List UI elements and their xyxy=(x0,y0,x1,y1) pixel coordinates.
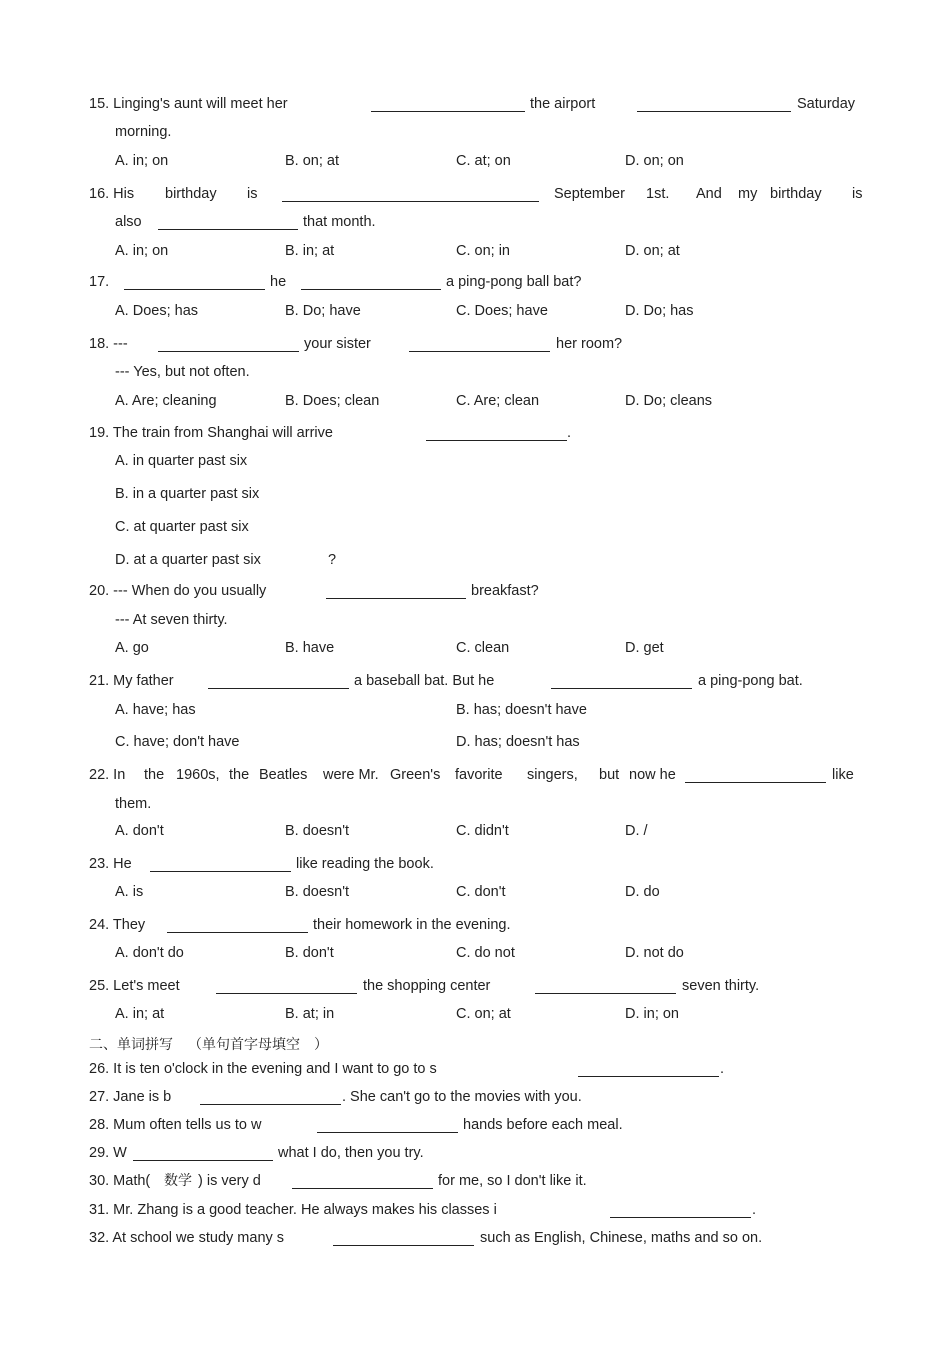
q21-end-text: a ping-pong bat. xyxy=(698,673,803,689)
q25-blank-1[interactable] xyxy=(216,993,357,994)
q15-option-d[interactable]: D. on; on xyxy=(625,153,684,169)
q22-word: the xyxy=(144,767,165,783)
q17-end-text: a ping-pong ball bat? xyxy=(446,274,582,290)
q16-option-c[interactable]: C. on; in xyxy=(456,243,510,259)
q15-option-c[interactable]: C. at; on xyxy=(456,153,511,169)
q24-option-b[interactable]: B. don't xyxy=(285,945,334,961)
q20-answer-line: --- At seven thirty. xyxy=(115,612,228,628)
q18-option-a[interactable]: A. Are; cleaning xyxy=(115,393,217,409)
q25-option-a[interactable]: A. in; at xyxy=(115,1006,165,1022)
q23-option-d[interactable]: D. do xyxy=(625,884,660,900)
q16-word: 1st. xyxy=(646,186,670,202)
q17-number: 17. xyxy=(89,274,110,290)
q21-blank-1[interactable] xyxy=(208,688,349,689)
q18-answer-line: --- Yes, but not often. xyxy=(115,364,250,380)
section-subtitle: （单句首字母填空 ） xyxy=(188,1037,328,1053)
q22-word: the xyxy=(229,767,250,783)
s30-chinese-word: 数学 xyxy=(164,1173,192,1189)
q16-word: my xyxy=(738,186,758,202)
q23-option-c[interactable]: C. don't xyxy=(456,884,506,900)
q17-option-a[interactable]: A. Does; has xyxy=(115,303,199,319)
q22-word: now he xyxy=(629,767,676,783)
q23-option-a[interactable]: A. is xyxy=(115,884,144,900)
q16-word: birthday xyxy=(770,186,822,202)
q25-end-text: seven thirty. xyxy=(682,978,760,994)
s30-prompt-tail: ) is very d xyxy=(198,1173,261,1189)
q22-word: 1960s, xyxy=(176,767,220,783)
q25-blank-2[interactable] xyxy=(535,993,676,994)
q19-blank[interactable] xyxy=(426,440,567,441)
q15-option-b[interactable]: B. on; at xyxy=(285,153,340,169)
s31-prompt: 31. Mr. Zhang is a good teacher. He always makes his classes i xyxy=(89,1202,497,1218)
q21-option-c[interactable]: C. have; don't have xyxy=(115,734,240,750)
q16-word: is xyxy=(852,186,863,202)
q19-option-b[interactable]: B. in a quarter past six xyxy=(115,486,260,502)
q25-prompt: 25. Let's meet xyxy=(89,978,180,994)
q16-option-d[interactable]: D. on; at xyxy=(625,243,680,259)
q22-word: Green's xyxy=(390,767,441,783)
q16-word: 16. His xyxy=(89,186,135,202)
q15-blank-1[interactable] xyxy=(371,111,525,112)
q21-blank-2[interactable] xyxy=(551,688,692,689)
s26-period: . xyxy=(720,1061,725,1077)
q25-option-c[interactable]: C. on; at xyxy=(456,1006,511,1022)
s32-blank[interactable] xyxy=(333,1245,474,1246)
q22-word: favorite xyxy=(455,767,503,783)
q18-blank-2[interactable] xyxy=(409,351,550,352)
q22-option-a[interactable]: A. don't xyxy=(115,823,164,839)
q18-mid-text: your sister xyxy=(304,336,371,352)
q24-option-d[interactable]: D. not do xyxy=(625,945,684,961)
s30-end-text: for me, so I don't like it. xyxy=(438,1173,587,1189)
q22-option-d[interactable]: D. / xyxy=(625,823,648,839)
s30-blank[interactable] xyxy=(292,1188,433,1189)
q19-stray-mark: ? xyxy=(328,552,337,568)
q23-prompt: 23. He xyxy=(89,856,132,872)
q22-word: singers, xyxy=(527,767,578,783)
q21-option-d[interactable]: D. has; doesn't has xyxy=(456,734,580,750)
q18-blank-1[interactable] xyxy=(158,351,299,352)
q16-word: birthday xyxy=(165,186,217,202)
s31-period: . xyxy=(752,1202,757,1218)
q19-prompt: 19. The train from Shanghai will arrive xyxy=(89,425,333,441)
q18-number: 18. --- xyxy=(89,336,128,352)
q24-prompt: 24. They xyxy=(89,917,146,933)
q16-word: is xyxy=(247,186,258,202)
q24-option-a[interactable]: A. don't do xyxy=(115,945,184,961)
s32-end-text: such as English, Chinese, maths and so on. xyxy=(480,1230,763,1246)
q16-blank-2[interactable] xyxy=(158,229,298,230)
q22-word: Beatles xyxy=(259,767,308,783)
q20-option-d[interactable]: D. get xyxy=(625,640,664,656)
q25-option-b[interactable]: B. at; in xyxy=(285,1006,335,1022)
q16-continuation: also xyxy=(115,214,142,230)
q21-option-b[interactable]: B. has; doesn't have xyxy=(456,702,587,718)
q17-option-d[interactable]: D. Do; has xyxy=(625,303,694,319)
s26-blank[interactable] xyxy=(578,1076,719,1077)
q22-option-c[interactable]: C. didn't xyxy=(456,823,509,839)
s31-blank[interactable] xyxy=(610,1217,751,1218)
q19-period: . xyxy=(567,425,572,441)
q15-prompt: 15. Linging's aunt will meet her xyxy=(89,96,288,112)
s28-end-text: hands before each meal. xyxy=(463,1117,623,1133)
q20-prompt: 20. --- When do you usually xyxy=(89,583,267,599)
q16-word: September xyxy=(554,186,625,202)
q18-option-b[interactable]: B. Does; clean xyxy=(285,393,380,409)
q17-mid-text: he xyxy=(270,274,287,290)
q24-end-text: their homework in the evening. xyxy=(313,917,511,933)
q23-end-text: like reading the book. xyxy=(296,856,434,872)
s32-prompt: 32. At school we study many s xyxy=(89,1230,285,1246)
s29-end-text: what I do, then you try. xyxy=(278,1145,424,1161)
q15-option-a[interactable]: A. in; on xyxy=(115,153,169,169)
q21-prompt: 21. My father xyxy=(89,673,174,689)
q17-blank-2[interactable] xyxy=(301,289,441,290)
q20-option-a[interactable]: A. go xyxy=(115,640,149,656)
s29-prompt: 29. W xyxy=(89,1145,127,1161)
q19-option-a[interactable]: A. in quarter past six xyxy=(115,453,248,469)
q15-mid-text: the airport xyxy=(530,96,596,112)
q20-option-b[interactable]: B. have xyxy=(285,640,335,656)
q22-option-b[interactable]: B. doesn't xyxy=(285,823,350,839)
s27-prompt: 27. Jane is b xyxy=(89,1089,172,1105)
s30-prompt: 30. Math( xyxy=(89,1173,151,1189)
q19-option-c[interactable]: C. at quarter past six xyxy=(115,519,249,535)
s28-blank[interactable] xyxy=(317,1132,458,1133)
q15-end-text: Saturday xyxy=(797,96,856,112)
q18-end-text: her room? xyxy=(556,336,623,352)
section-title: 二、单词拼写 xyxy=(89,1037,173,1053)
q16-word: And xyxy=(696,186,722,202)
q24-option-c[interactable]: C. do not xyxy=(456,945,515,961)
q16-continuation-end: that month. xyxy=(303,214,376,230)
q18-option-c[interactable]: C. Are; clean xyxy=(456,393,540,409)
q22-word: but xyxy=(599,767,620,783)
q16-option-a[interactable]: A. in; on xyxy=(115,243,169,259)
q20-option-c[interactable]: C. clean xyxy=(456,640,510,656)
q17-option-c[interactable]: C. Does; have xyxy=(456,303,548,319)
s27-blank[interactable] xyxy=(200,1104,341,1105)
q15-continuation: morning. xyxy=(115,124,172,140)
q25-option-d[interactable]: D. in; on xyxy=(625,1006,679,1022)
s29-blank[interactable] xyxy=(133,1160,273,1161)
q23-blank[interactable] xyxy=(150,871,291,872)
q16-blank-1[interactable] xyxy=(282,201,539,202)
s27-end-text: . She can't go to the movies with you. xyxy=(342,1089,582,1105)
q25-mid-text: the shopping center xyxy=(363,978,491,994)
q22-word: were Mr. xyxy=(323,767,379,783)
q23-option-b[interactable]: B. doesn't xyxy=(285,884,350,900)
q20-end-text: breakfast? xyxy=(471,583,539,599)
q22-blank[interactable] xyxy=(685,782,826,783)
q21-mid-text: a baseball bat. But he xyxy=(354,673,495,689)
q17-option-b[interactable]: B. Do; have xyxy=(285,303,361,319)
q21-option-a[interactable]: A. have; has xyxy=(115,702,196,718)
q16-option-b[interactable]: B. in; at xyxy=(285,243,335,259)
q20-blank[interactable] xyxy=(326,598,466,599)
q22-continuation: them. xyxy=(115,796,152,812)
s26-prompt: 26. It is ten o'clock in the evening and I want to go to s xyxy=(89,1061,437,1077)
q19-option-d[interactable]: D. at a quarter past six xyxy=(115,552,261,568)
q24-blank[interactable] xyxy=(167,932,308,933)
q18-option-d[interactable]: D. Do; cleans xyxy=(625,393,713,409)
q22-end-text: like xyxy=(832,767,854,783)
q17-blank-1[interactable] xyxy=(124,289,265,290)
q15-blank-2[interactable] xyxy=(637,111,791,112)
q22-word: 22. In xyxy=(89,767,126,783)
s28-prompt: 28. Mum often tells us to w xyxy=(89,1117,262,1133)
